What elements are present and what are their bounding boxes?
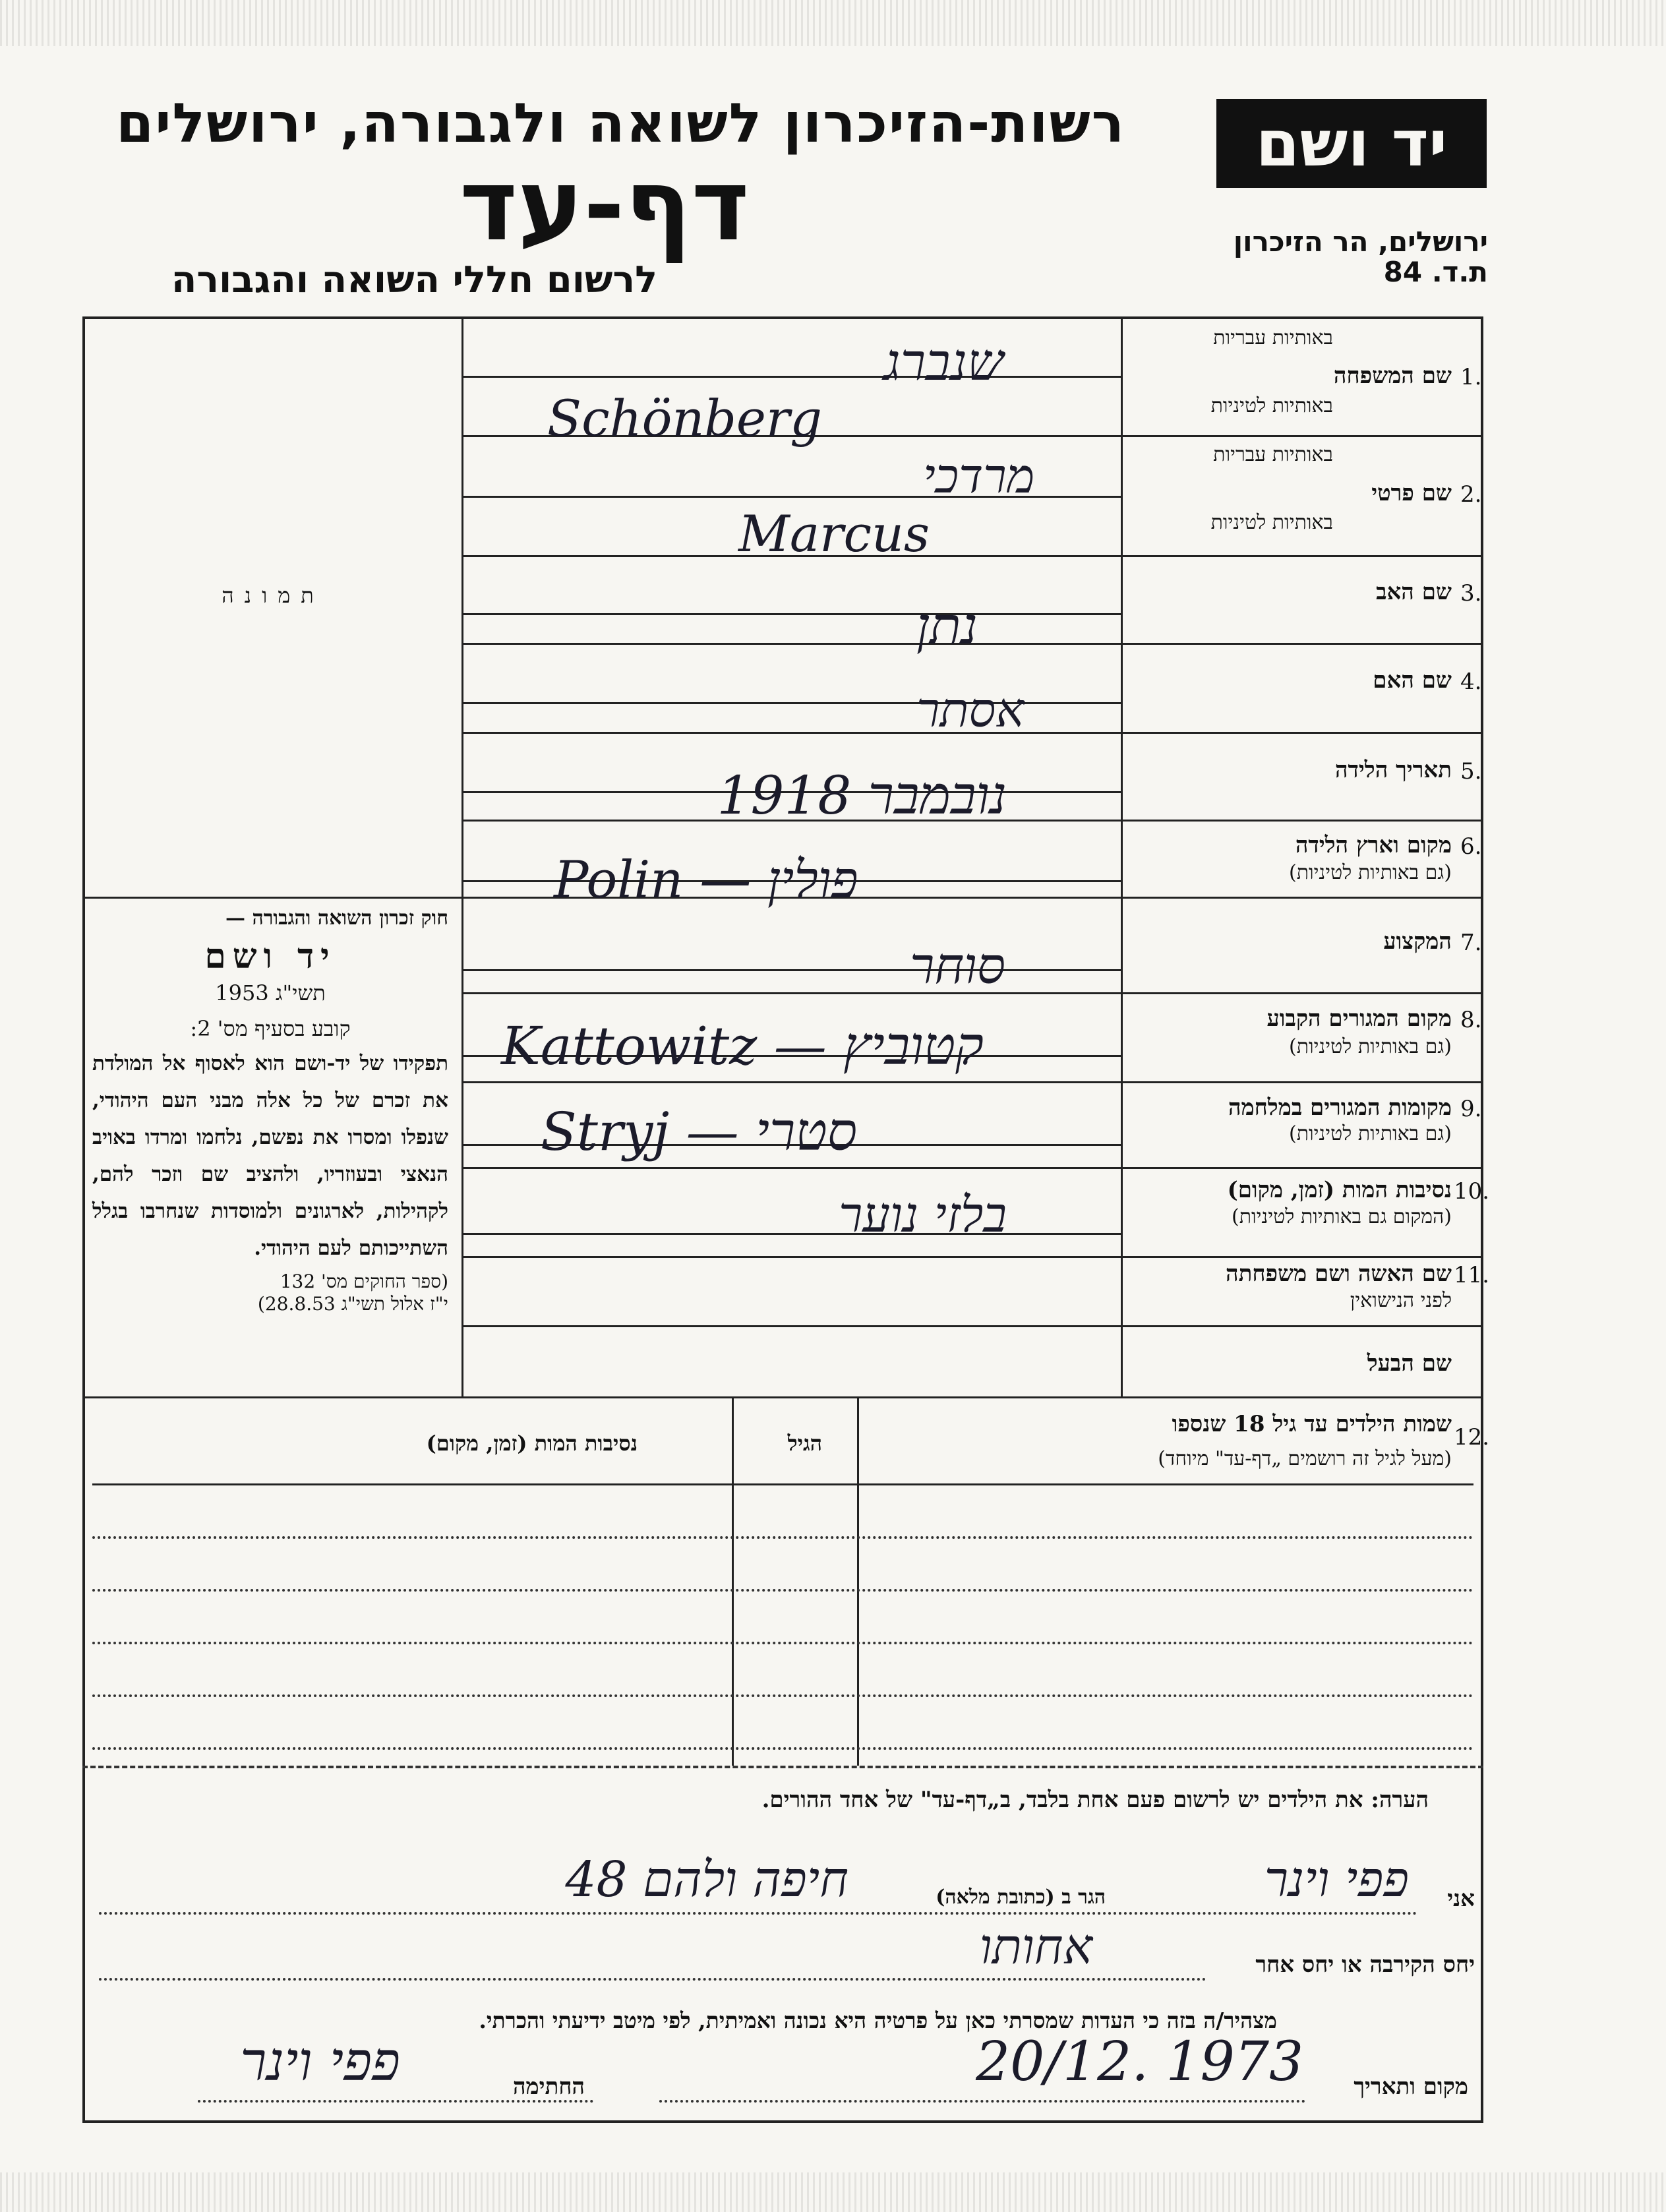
field-1-number: 1. bbox=[1460, 364, 1482, 390]
field-10-label: נסיבות המות (זמן, מקום) bbox=[1227, 1177, 1452, 1203]
children-subtitle: (מעל לגיל זה רושמים „דף-עד" מיוחד) bbox=[1158, 1447, 1452, 1470]
death-circumstances-value: בלזי נוער bbox=[838, 1187, 1007, 1243]
declaration-relation-label: יחס הקירבה או יחס אחר bbox=[1255, 1952, 1475, 1978]
husband-name-label: שם הבעל bbox=[1367, 1350, 1452, 1377]
field-3-number: 3. bbox=[1460, 580, 1482, 607]
field-8-label: מקום המגורים הקבוע bbox=[1266, 1005, 1452, 1032]
place-date-value: 20/12. 1973 bbox=[976, 2031, 1304, 2093]
photo-area bbox=[84, 319, 461, 897]
field-3-label: שם האב bbox=[1376, 579, 1452, 605]
first-name-latin-value: Marcus bbox=[738, 504, 930, 563]
law-sidebar bbox=[92, 907, 448, 1315]
children-row-2 bbox=[92, 1589, 1473, 1592]
law-section: קובע בסעיף מס' 2: bbox=[190, 1016, 351, 1041]
law-body: תפקידו של יד-ושם הוא לאסוף אל המולדת את זכרם של כל אלה מבני העם היהודי, שנפלו ומסרו את נפשם, נלחמו ומרדו באויב הנאצי ובעוזריו, ולהציב שם וזכר להם, לקהילות, לארגונים ולמוסדות שנחרבו בגלל השתייכותם לעם היהודי. bbox=[92, 1052, 448, 1260]
law-name: יד ושם bbox=[204, 936, 336, 976]
scan-noise-bottom bbox=[0, 2172, 1666, 2212]
field-10-note: (המקום גם באותיות לטיניות) bbox=[1231, 1205, 1452, 1228]
children-row-4 bbox=[92, 1694, 1473, 1697]
photo-label: תמונה bbox=[222, 583, 324, 608]
children-row-3 bbox=[92, 1642, 1473, 1644]
field-9-note: (גם באותיות לטיניות) bbox=[1289, 1122, 1452, 1145]
field-2-sub-latin: באותיות לטיניות bbox=[1210, 511, 1333, 534]
profession-value: סוחר bbox=[910, 936, 1005, 995]
field-7-number: 7. bbox=[1460, 930, 1482, 956]
children-bottom-border bbox=[82, 1766, 1483, 1768]
scan-noise-top bbox=[0, 0, 1666, 46]
field-1-sub-latin: באותיות לטיניות bbox=[1210, 394, 1333, 417]
children-note: הערה: את הילדים יש לרשום פעם אחת בלבד, ב„דף-עד" של אחד ההורים. bbox=[761, 1787, 1429, 1813]
authority-title: רשות-הזיכרון לשואה ולגבורה, ירושלים bbox=[116, 92, 1125, 155]
declaration-ani-label: אני bbox=[1447, 1886, 1475, 1912]
signature-value: פפי וינר bbox=[240, 2031, 400, 2093]
yad-vashem-logo: יד ושם bbox=[1216, 99, 1487, 188]
family-name-latin-value: Schönberg bbox=[547, 389, 822, 448]
law-year: תשי"ג 1953 bbox=[215, 980, 326, 1005]
field-5-label: תאריך הלידה bbox=[1334, 757, 1452, 783]
field-10-number: 10. bbox=[1454, 1178, 1490, 1205]
children-row-1 bbox=[92, 1536, 1473, 1539]
address-line-1: ירושלים, הר הזיכרון bbox=[1233, 225, 1488, 258]
birth-place-value: Polin — פולין bbox=[554, 851, 858, 910]
form-title: דף-עד bbox=[460, 148, 750, 263]
field-2-sub-hebrew: באותיות עבריות bbox=[1213, 443, 1333, 466]
permanent-residence-value: Kattowitz — קטוביץ bbox=[501, 1015, 984, 1077]
form-subtitle: לרשום חללי השואה והגבורה bbox=[171, 258, 657, 301]
declaration-lives-label: הגר ב (כתובת מלאה) bbox=[936, 1886, 1106, 1909]
first-name-hebrew-value: מרדכי bbox=[923, 448, 1035, 504]
field-9-number: 9. bbox=[1460, 1096, 1482, 1122]
field-6-label: מקום וארץ הלידה bbox=[1295, 832, 1452, 858]
field-6-note: (גם באותיות לטיניות) bbox=[1289, 861, 1452, 884]
field-6-number: 6. bbox=[1460, 833, 1482, 860]
address-line-2: ת.ד. 84 bbox=[1383, 256, 1488, 288]
children-col-death: נסיבות המות (זמן, מקום) bbox=[426, 1431, 638, 1456]
field-2-number: 2. bbox=[1460, 481, 1482, 508]
field-11-label: שם האשה ושם משפחתה bbox=[1226, 1261, 1452, 1287]
field-9-label: מקומות המגורים במלחמה bbox=[1228, 1094, 1452, 1121]
family-name-hebrew-value: שנברג bbox=[883, 333, 1004, 392]
children-row-5 bbox=[92, 1747, 1473, 1750]
field-11-note: לפני הנישואין bbox=[1350, 1289, 1452, 1312]
field-1-sub-hebrew: באותיות עבריות bbox=[1213, 326, 1333, 349]
law-title: חוק זכרון השואה והגבורה — bbox=[225, 907, 448, 930]
field-1-label: שם המשפחה bbox=[1333, 363, 1452, 389]
children-col-age: הגיל bbox=[787, 1431, 822, 1456]
declaration-statement: מצהיר/ה בזה כי העדות שמסרתי כאן על פרטיה היא נכונה ואמיתית, לפי מיטב ידיעתי והכרתי. bbox=[479, 2008, 1277, 2033]
declarant-name-value: פפי וינר bbox=[1264, 1851, 1409, 1908]
declaration-relation-value: אחותו bbox=[979, 1919, 1092, 1975]
law-ref-1: (ספר החוקים מס' 132 bbox=[280, 1270, 448, 1292]
birth-date-value: נובמבר 1918 bbox=[717, 765, 1007, 826]
field-7-label: המקצוע bbox=[1383, 928, 1452, 955]
children-title: שמות הילדים עד גיל 18 שנספו bbox=[1172, 1411, 1452, 1437]
mother-name-value: אסתר bbox=[916, 682, 1025, 738]
father-name-value: נתן bbox=[916, 597, 978, 656]
place-date-label: מקום ותאריך bbox=[1354, 2074, 1468, 2100]
field-2-label: שם פרטי bbox=[1371, 480, 1452, 506]
field-4-number: 4. bbox=[1460, 669, 1482, 695]
field-8-number: 8. bbox=[1460, 1007, 1482, 1033]
field-5-number: 5. bbox=[1460, 758, 1482, 785]
children-number: 12. bbox=[1454, 1424, 1490, 1450]
declarant-address-value: חיפה ולהם 48 bbox=[565, 1851, 848, 1908]
field-8-note: (גם באותיות לטיניות) bbox=[1289, 1035, 1452, 1058]
wartime-residence-value: Stryj — סטרי bbox=[541, 1101, 858, 1162]
signature-label: החתימה bbox=[512, 2074, 585, 2100]
field-4-label: שם האם bbox=[1373, 667, 1452, 694]
law-ref-2: י"ז אלול תשי"ג 28.8.53) bbox=[257, 1293, 448, 1315]
field-11-number: 11. bbox=[1454, 1262, 1490, 1288]
